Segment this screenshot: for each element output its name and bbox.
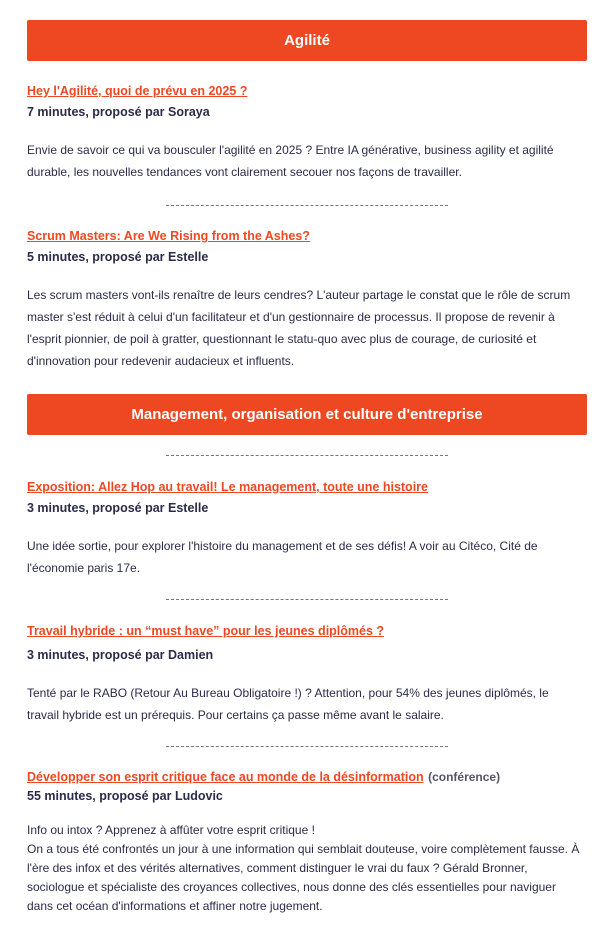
article-tag: (conférence) xyxy=(428,770,501,784)
separator xyxy=(166,599,448,600)
article-title-link[interactable]: Scrum Masters: Are We Rising from the Ashes? xyxy=(27,229,310,243)
article-body: Envie de savoir ce qui va bousculer l'agilité en 2025 ? Entre IA générative, business agility et agilité durable, les nouvelles tendances vont clairement secouer nos façons de travailler. xyxy=(27,143,554,179)
article-item xyxy=(27,82,583,183)
article-title-link[interactable]: Développer son esprit critique face au monde de la désinformation xyxy=(27,770,424,784)
article-body: Les scrum masters vont-ils renaître de leurs cendres? L'auteur partage le constat que le rôle de scrum master s'est réduit à celui d'un facilitateur et d'un gestionnaire de processus. Il propose de revenir à l'esprit pionnier, de poil à gratter, questionnant le statu-quo avec plus de courage, de curiosité et d'innovation pour redevenir audacieux et influents. xyxy=(27,288,571,368)
section-banner-agilite xyxy=(27,20,587,61)
article-title-link[interactable]: Hey l'Agilité, quoi de prévu en 2025 ? xyxy=(27,84,248,98)
article-body: Tenté par le RABO (Retour Au Bureau Obligatoire !) ? Attention, pour 54% des jeunes diplômés, le travail hybride est un prérequis. Pour certains ça passe même avant le salaire. xyxy=(27,686,549,722)
article-meta: 5 minutes, proposé par Estelle xyxy=(27,250,209,264)
article-item xyxy=(27,478,583,579)
separator xyxy=(166,205,448,206)
article-meta: 3 minutes, proposé par Estelle xyxy=(27,501,209,515)
article-title-link[interactable]: Exposition: Allez Hop au travail! Le management, toute une histoire xyxy=(27,480,428,494)
article-body-text: On a tous été confrontés un jour à une information qui semblait douteuse, voire complètement fausse. À l'ère des infox et des vérités alternatives, comment distinguer le vrai du faux ? Gérald Bronner, sociologue et spécialiste des croyances collectives, nous donne des clés essentielles pour naviguer dans cet océan d'informations et affiner notre jugement. xyxy=(27,842,580,913)
article-meta: 3 minutes, proposé par Damien xyxy=(27,648,214,662)
article-meta: 55 minutes, proposé par Ludovic xyxy=(27,789,223,803)
section-title: Agilité xyxy=(284,32,330,49)
article-body-intro: Info ou intox ? Apprenez à affûter votre esprit critique ! xyxy=(27,823,315,837)
separator xyxy=(166,746,448,747)
article-item xyxy=(27,768,583,916)
article-title-link[interactable]: Travail hybride : un “must have” pour les jeunes diplômés ? xyxy=(27,624,385,638)
article-body: Une idée sortie, pour explorer l'histoire du management et de ses défis! A voir au Citéco, Cité de l'économie paris 17e. xyxy=(27,539,538,575)
article-item xyxy=(27,622,583,726)
separator xyxy=(166,455,448,456)
article-item xyxy=(27,227,583,372)
article-body xyxy=(27,821,583,916)
article-meta: 7 minutes, proposé par Soraya xyxy=(27,105,210,119)
section-title: Management, organisation et culture d'entreprise xyxy=(131,406,483,423)
section-banner-management xyxy=(27,394,587,435)
